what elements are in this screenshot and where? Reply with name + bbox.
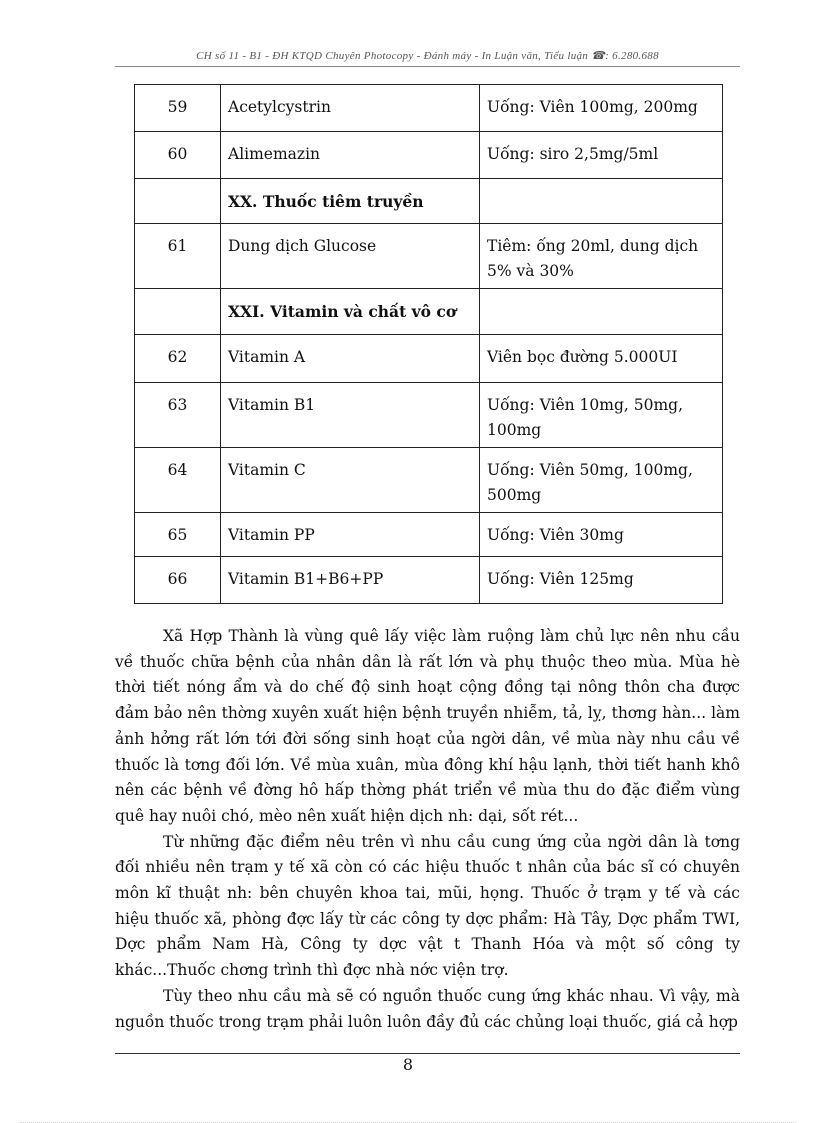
- paragraph-1: Xã Hợp Thành là vùng quê lấy việc làm ruộng làm chủ lực nên nhu cầu về thuốc chữa bệnh của nhân dân là rất lớn và phụ thuộc theo mùa. Mùa hè thời tiết nóng ẩm và do chế độ sinh hoạt cộng đồng tại nông thôn cha được đảm bảo nên thờng xuyên xuất hiện bệnh truyền nhiễm, tả, lỵ, thơng hàn... làm ảnh hởng rất lớn tới đời sống sinh hoạt của ngời dân, về mùa này nhu cầu về thuốc là tơng đối lớn. Về mùa xuân, mùa đông khí hậu lạnh, thời tiết hanh khô nên các bệnh về đờng hô hấp thờng phát triển về mùa thu do đặc điểm vùng quê hay nuôi chó, mèo nên xuất hiện dịch nh: dại, sốt rét...: [115, 627, 740, 825]
- table-row: [135, 448, 723, 513]
- num-cell: [135, 179, 221, 224]
- num-cell: 63: [135, 383, 221, 448]
- name-cell: Vitamin C: [221, 448, 480, 513]
- table-row: [135, 85, 723, 132]
- drug-table: [134, 84, 723, 604]
- form-cell: Uống: Viên 50mg, 100mg, 500mg: [480, 448, 723, 513]
- name-cell: Vitamin PP: [221, 513, 480, 557]
- page-number: 8: [402, 1055, 414, 1074]
- num-cell: 61: [135, 224, 221, 289]
- table-row: [135, 335, 723, 383]
- name-cell: Acetylcystrin: [221, 85, 480, 132]
- num-cell: 64: [135, 448, 221, 513]
- body-text: [115, 624, 740, 1035]
- form-cell: Viên bọc đường 5.000UI: [480, 335, 723, 383]
- name-cell: Vitamin B1+B6+PP: [221, 557, 480, 604]
- table-row: [135, 224, 723, 289]
- name-cell: Alimemazin: [221, 132, 480, 179]
- name-cell: Vitamin B1: [221, 383, 480, 448]
- form-cell: [480, 289, 723, 335]
- form-cell: Uống: Viên 100mg, 200mg: [480, 85, 723, 132]
- table-row: [135, 557, 723, 604]
- table-row: [135, 132, 723, 179]
- name-cell: Dung dịch Glucose: [221, 224, 480, 289]
- form-cell: Uống: Viên 125mg: [480, 557, 723, 604]
- name-cell: XX. Thuốc tiêm truyền: [221, 179, 480, 224]
- paragraph-3: Tùy theo nhu cầu mà sẽ có nguồn thuốc cung ứng khác nhau. Vì vậy, mà nguồn thuốc trong trạm phải luôn luôn đầy đủ các chủng loại thuốc, giá cả hợp: [115, 986, 740, 1031]
- header-divider: [115, 66, 740, 67]
- form-cell: Uống: siro 2,5mg/5ml: [480, 132, 723, 179]
- name-cell: Vitamin A: [221, 335, 480, 383]
- form-cell: Uống: Viên 10mg, 50mg, 100mg: [480, 383, 723, 448]
- page-header: CH số 11 - B1 - ĐH KTQD Chuyên Photocopy - Đánh máy - In Luận văn, Tiểu luận ☎: 6.280.688: [196, 50, 659, 62]
- num-cell: 59: [135, 85, 221, 132]
- table-row: [135, 513, 723, 557]
- num-cell: [135, 289, 221, 335]
- section-row: [135, 289, 723, 335]
- footer-divider: [115, 1053, 740, 1054]
- name-cell: XXI. Vitamin và chất vô cơ: [221, 289, 480, 335]
- form-cell: [480, 179, 723, 224]
- num-cell: 66: [135, 557, 221, 604]
- paragraph-2: Từ những đặc điểm nêu trên vì nhu cầu cung ứng của ngời dân là tơng đối nhiều nên trạm y tế xã còn có các hiệu thuốc t nhân của bác sĩ có chuyên môn kĩ thuật nh: bên chuyên khoa tai, mũi, họng. Thuốc ở trạm y tế và các hiệu thuốc xã, phòng đợc lấy từ các công ty dợc phẩm: Hà Tây, Dợc phẩm TWI, Dợc phẩm Nam Hà, Công ty dợc vật t Thanh Hóa và một số công ty khác...Thuốc chơng trình thì đợc nhà nớc viện trợ.: [115, 832, 740, 980]
- section-row: [135, 179, 723, 224]
- form-cell: Tiêm: ống 20ml, dung dịch 5% và 30%: [480, 224, 723, 289]
- num-cell: 60: [135, 132, 221, 179]
- form-cell: Uống: Viên 30mg: [480, 513, 723, 557]
- num-cell: 65: [135, 513, 221, 557]
- num-cell: 62: [135, 335, 221, 383]
- table-row: [135, 383, 723, 448]
